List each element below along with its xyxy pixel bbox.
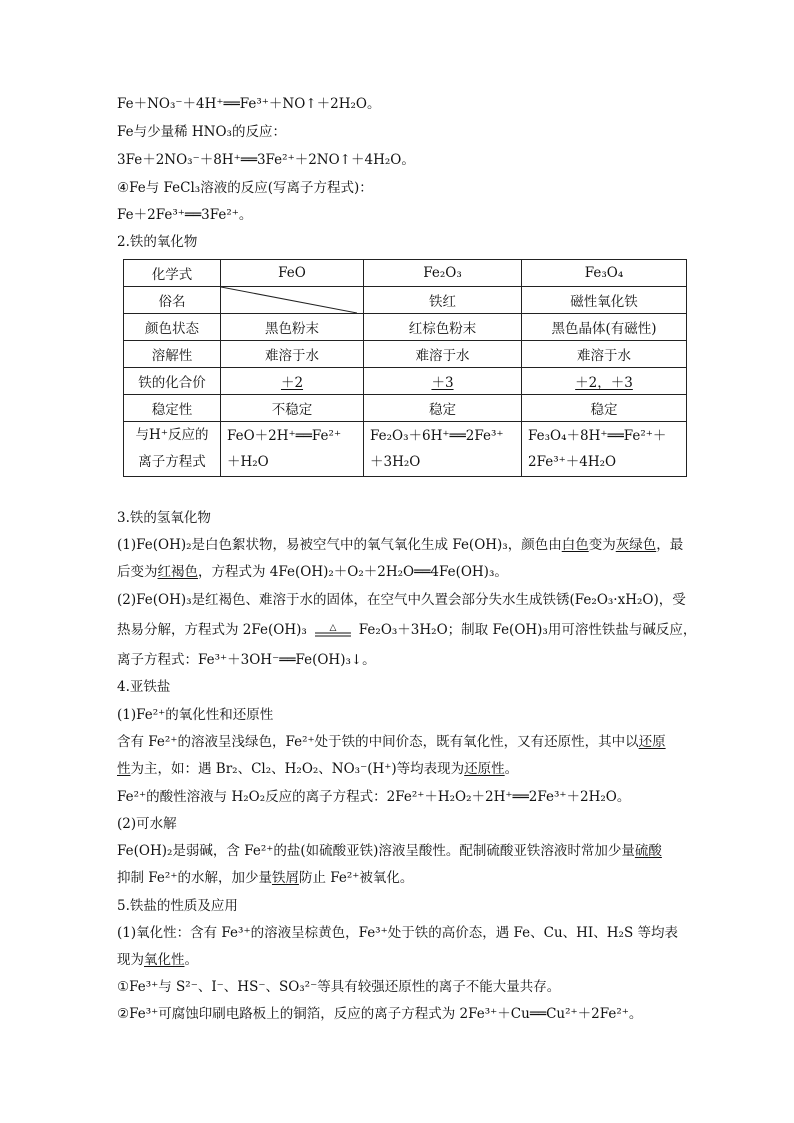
iron-oxides-table xyxy=(123,259,687,477)
valence-cell: ＋3 xyxy=(431,375,454,391)
paragraph-line xyxy=(117,620,696,640)
text-run: (1)Fe(OH)₂是白色絮状物，易被空气中的氧气氧化生成 Fe(OH)₃，颜色由 xyxy=(117,537,562,553)
table-cell xyxy=(364,422,522,477)
paragraph-line: ①Fe³⁺与 S²⁻、I⁻、HS⁻、SO₃²⁻等具有较强还原性的离子不能大量共存。 xyxy=(117,979,561,995)
table-header-cell: Fe₂O₃ xyxy=(364,260,522,287)
heating-arrow xyxy=(313,623,353,639)
table-cell xyxy=(124,422,221,477)
underlined-answer: 性 xyxy=(117,761,131,777)
table-cell: 不稳定 xyxy=(221,395,364,422)
underlined-answer: 白色 xyxy=(561,537,589,553)
paragraph-line: (2)Fe(OH)₃是红褐色、难溶于水的固体，在空气中久置会部分失水生成铁锈(Fe₂O₃·xH₂O)，受 xyxy=(117,592,686,608)
underlined-answer: 灰绿色 xyxy=(615,537,657,553)
paragraph-line xyxy=(117,868,413,888)
cell-line: FeO＋2H⁺══Fe²⁺ xyxy=(227,428,342,444)
table-row xyxy=(124,422,687,477)
table-cell: 稳定 xyxy=(522,395,687,422)
text-run: 。 xyxy=(184,952,198,968)
table-cell: 稳定性 xyxy=(124,395,221,422)
table-cell: 稳定 xyxy=(364,395,522,422)
text-run: ，最 xyxy=(656,537,684,553)
cell-line: ＋3H₂O xyxy=(370,454,421,470)
equation-fe-fecl3: Fe＋2Fe³⁺══3Fe²⁺。 xyxy=(117,207,253,223)
diagonal-line xyxy=(221,287,357,313)
underlined-answer: 红褐色 xyxy=(157,564,198,580)
table-cell xyxy=(522,422,687,477)
cell-line: Fe₂O₃＋6H⁺══2Fe³⁺ xyxy=(370,428,504,444)
underlined-answer: 氧化性 xyxy=(144,952,185,968)
cell-line: 与H⁺反应的 xyxy=(135,427,209,443)
paragraph-line xyxy=(117,841,662,861)
cell-line: Fe₃O₄＋8H⁺══Fe²⁺＋ xyxy=(528,428,667,444)
paragraph-line xyxy=(117,535,683,555)
table-cell: 铁的化合价 xyxy=(124,368,221,395)
underlined-answer: 铁屑 xyxy=(271,870,299,886)
table-cell: 难溶于水 xyxy=(522,341,687,368)
equation-fe-little-hno3: 3Fe＋2NO₃⁻＋8H⁺══3Fe²⁺＋2NO↑＋4H₂O。 xyxy=(117,152,415,168)
text-run: 含有 Fe²⁺的溶液呈浅绿色，Fe²⁺处于铁的中间价态，既有氧化性，又有还原性，其中以 xyxy=(117,734,639,750)
text-run: ，方程式为 4Fe(OH)₂＋O₂＋2H₂O══4Fe(OH)₃。 xyxy=(198,564,508,580)
valence-cell: ＋2，＋3 xyxy=(575,375,633,391)
paragraph-line xyxy=(117,562,508,582)
table-header-cell: FeO xyxy=(221,260,364,287)
text-run: 。 xyxy=(504,761,519,777)
paragraph-line: (1)氧化性：含有 Fe³⁺的溶液呈棕黄色，Fe³⁺处于铁的高价态，遇 Fe、Cu、HI、H₂S 等均表 xyxy=(117,925,678,941)
paragraph-line: ②Fe³⁺可腐蚀印刷电路板上的铜箔，反应的离子方程式为 2Fe³⁺＋Cu══Cu²⁺＋2Fe²⁺。 xyxy=(117,1006,643,1022)
table-row xyxy=(124,368,687,395)
table-cell: 磁性氧化铁 xyxy=(522,287,687,314)
underlined-answer: 还原性 xyxy=(464,761,505,777)
cell-line: 离子方程式 xyxy=(138,454,206,470)
cell-line: ＋H₂O xyxy=(227,454,269,470)
text-run: 热易分解，方程式为 2Fe(OH)₃ xyxy=(117,622,307,638)
table-row xyxy=(124,314,687,341)
table-diagonal-cell xyxy=(221,287,364,314)
paragraph-line: 离子方程式：Fe³⁺＋3OH⁻══Fe(OH)₃↓。 xyxy=(117,652,376,668)
heading-iron-oxides: 2.铁的氧化物 xyxy=(117,234,198,250)
paragraph-line xyxy=(117,759,518,779)
table-row xyxy=(124,287,687,314)
text-run: 抑制 Fe²⁺的水解，加少量 xyxy=(117,870,272,886)
text-run: Fe(OH)₂是弱碱，含 Fe²⁺的盐(如硫酸亚铁)溶液呈酸性。配制硫酸亚铁溶液时常加少量 xyxy=(117,843,635,859)
valence-cell: ＋2 xyxy=(280,375,304,391)
table-cell: 铁红 xyxy=(364,287,522,314)
cell-line: 2Fe³⁺＋4H₂O xyxy=(528,454,617,470)
heat-symbol-icon: △ xyxy=(329,622,337,633)
table-header-row xyxy=(124,260,687,287)
table-cell: 俗名 xyxy=(124,287,221,314)
text-run: 变为 xyxy=(588,537,616,553)
text-fe-little-hno3: Fe与少量稀 HNO₃的反应： xyxy=(117,124,286,140)
text-run: 后变为 xyxy=(117,564,158,580)
table-cell: 难溶于水 xyxy=(364,341,522,368)
text-run: 防止 Fe²⁺被氧化。 xyxy=(298,870,414,886)
table-cell: 黑色粉末 xyxy=(221,314,364,341)
table-row xyxy=(124,341,687,368)
equation-fe-dilute-excess: Fe＋NO₃⁻＋4H⁺══Fe³⁺＋NO↑＋2H₂O。 xyxy=(117,96,381,112)
text-run: 现为 xyxy=(117,952,144,968)
table-header-cell: 化学式 xyxy=(124,260,221,287)
table-cell xyxy=(221,422,364,477)
paragraph-line xyxy=(117,950,198,970)
paragraph-line xyxy=(117,732,666,752)
subheading: (2)可水解 xyxy=(117,816,177,832)
table-row xyxy=(124,395,687,422)
underlined-answer: 硫酸 xyxy=(634,843,662,859)
table-cell: 颜色状态 xyxy=(124,314,221,341)
table-cell: 红棕色粉末 xyxy=(364,314,522,341)
heading-ferric-salts: 5.铁盐的性质及应用 xyxy=(117,898,238,914)
heading-ferrous-salts: 4.亚铁盐 xyxy=(117,679,171,695)
heading-iron-hydroxides: 3.铁的氢氧化物 xyxy=(117,510,211,526)
table-cell: 难溶于水 xyxy=(221,341,364,368)
table-cell: 黑色晶体(有磁性) xyxy=(522,314,687,341)
text-fe-fecl3: ④Fe与 FeCl₃溶液的反应(写离子方程式)： xyxy=(117,180,373,196)
text-run: 为主，如：遇 Br₂、Cl₂、H₂O₂、NO₃⁻(H⁺)等均表现为 xyxy=(130,761,465,777)
subheading: (1)Fe²⁺的氧化性和还原性 xyxy=(117,707,274,723)
table-header-cell: Fe₃O₄ xyxy=(522,260,687,287)
table-cell: 溶解性 xyxy=(124,341,221,368)
paragraph-line: Fe²⁺的酸性溶液与 H₂O₂反应的离子方程式：2Fe²⁺＋H₂O₂＋2H⁺══2Fe³⁺＋2H₂O。 xyxy=(117,789,631,805)
text-run: Fe₂O₃＋3H₂O；制取 Fe(OH)₃用可溶性铁盐与碱反应， xyxy=(358,622,697,638)
underlined-answer: 还原 xyxy=(638,734,666,750)
